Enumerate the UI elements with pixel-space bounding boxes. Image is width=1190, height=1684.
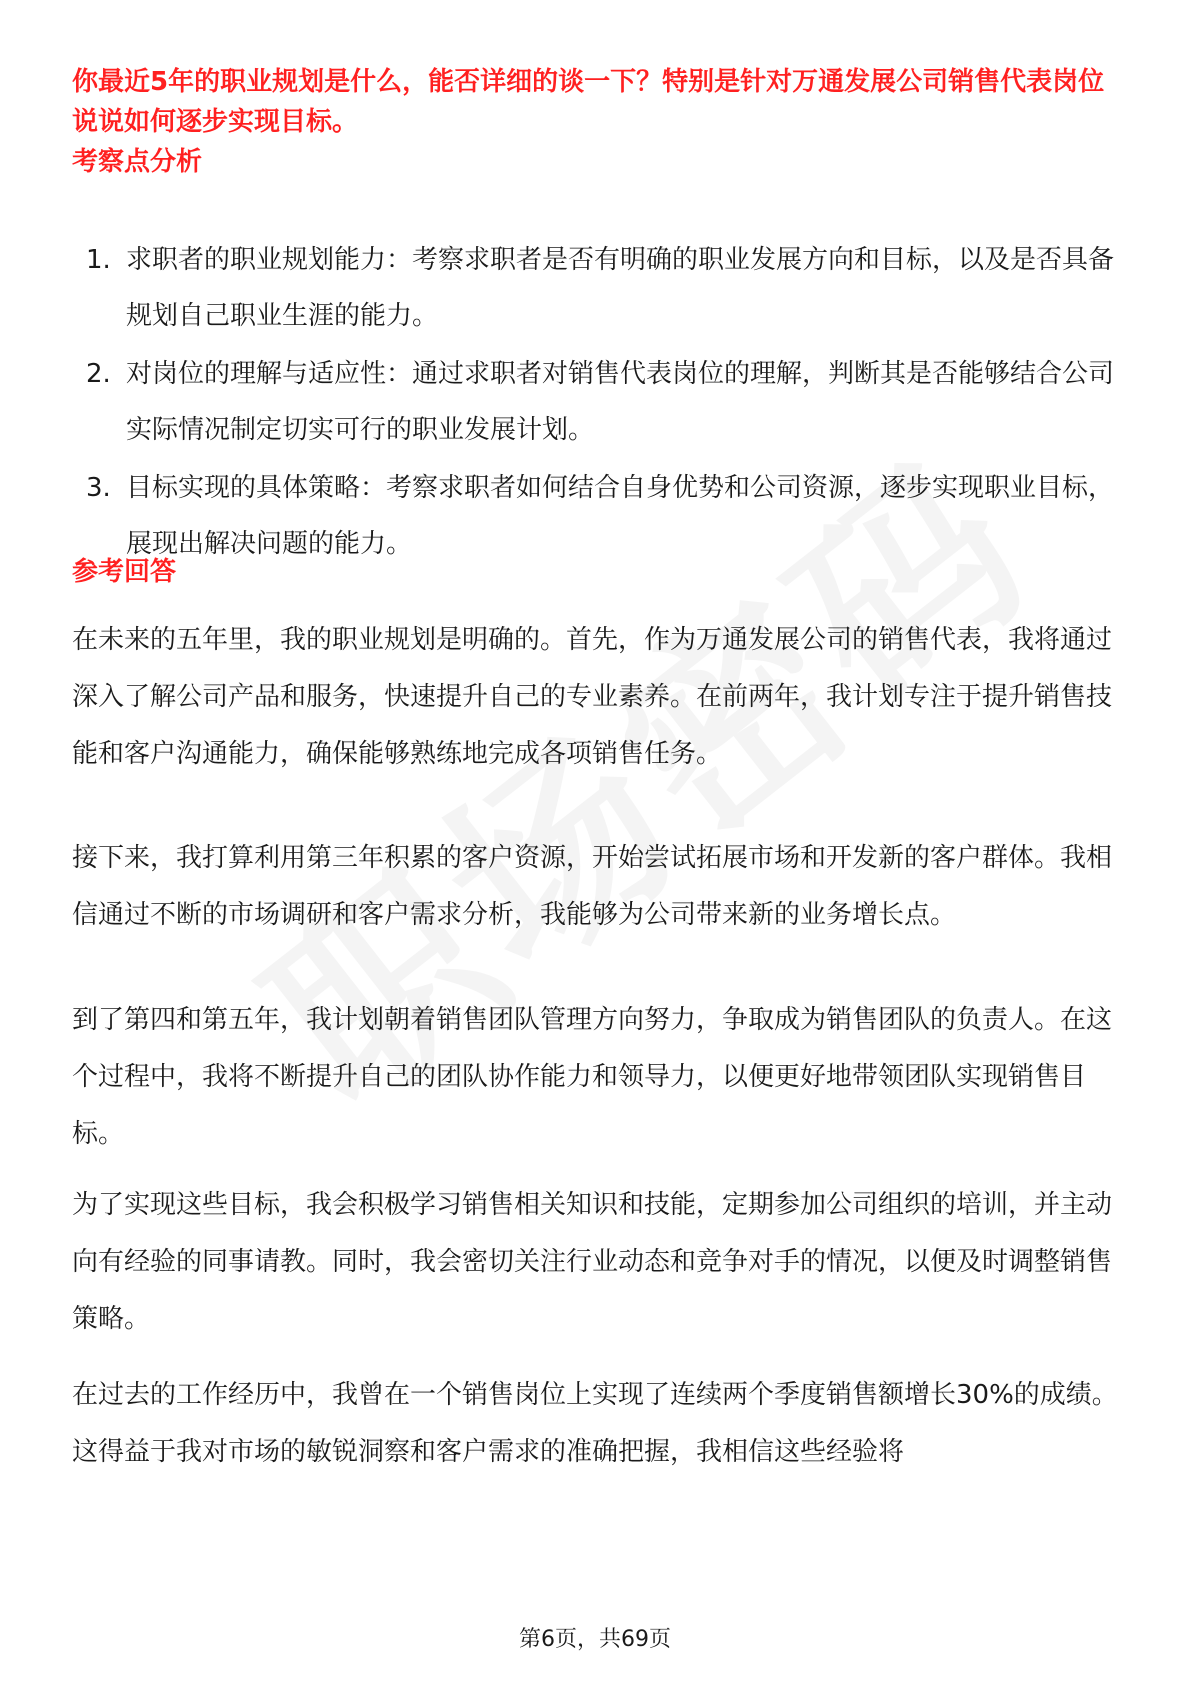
- point-number: 1.: [86, 245, 111, 275]
- analysis-points-list: [72, 232, 1132, 574]
- question-title: 你最近5年的职业规划是什么，能否详细的谈一下？特别是针对万通发展公司销售代表岗位说说如何逐步实现目标。: [72, 67, 1105, 137]
- page-footer: 第6页，共69页: [519, 1627, 671, 1652]
- point-text: 对岗位的理解与适应性：通过求职者对销售代表岗位的理解，判断其是否能够结合公司实际情况制定切实可行的职业发展计划。: [126, 359, 1115, 445]
- analysis-point-2: [72, 346, 1132, 458]
- point-text: 目标实现的具体策略：考察求职者如何结合自身优势和公司资源，逐步实现职业目标，展现出解决问题的能力。: [126, 473, 1115, 559]
- analysis-point-1: [72, 232, 1132, 344]
- point-text: 求职者的职业规划能力：考察求职者是否有明确的职业发展方向和目标，以及是否具备规划自己职业生涯的能力。: [126, 245, 1115, 331]
- point-number: 2.: [86, 359, 111, 389]
- answer-paragraph-1: 在未来的五年里，我的职业规划是明确的。首先，作为万通发展公司的销售代表，我将通过深入了解公司产品和服务，快速提升自己的专业素养。在前两年，我计划专注于提升销售技能和客户沟通能力，确保能够熟练地完成各项销售任务。: [72, 625, 1113, 769]
- answer-heading: 参考回答: [72, 557, 177, 587]
- analysis-point-3: [72, 460, 1132, 572]
- answer-paragraph-4: 为了实现这些目标，我会积极学习销售相关知识和技能，定期参加公司组织的培训，并主动向有经验的同事请教。同时，我会密切关注行业动态和竞争对手的情况，以便及时调整销售策略。: [72, 1190, 1113, 1334]
- point-number: 3.: [86, 473, 111, 503]
- analysis-heading: 考察点分析: [72, 147, 203, 177]
- answer-paragraph-2: 接下来，我打算利用第三年积累的客户资源，开始尝试拓展市场和开发新的客户群体。我相信通过不断的市场调研和客户需求分析，我能够为公司带来新的业务增长点。: [72, 843, 1113, 930]
- answer-paragraph-5: 在过去的工作经历中，我曾在一个销售岗位上实现了连续两个季度销售额增长30%的成绩。这得益于我对市场的敏锐洞察和客户需求的准确把握，我相信这些经验将: [72, 1380, 1118, 1467]
- answer-paragraph-3: 到了第四和第五年，我计划朝着销售团队管理方向努力，争取成为销售团队的负责人。在这个过程中，我将不断提升自己的团队协作能力和领导力，以便更好地带领团队实现销售目标。: [72, 1005, 1113, 1149]
